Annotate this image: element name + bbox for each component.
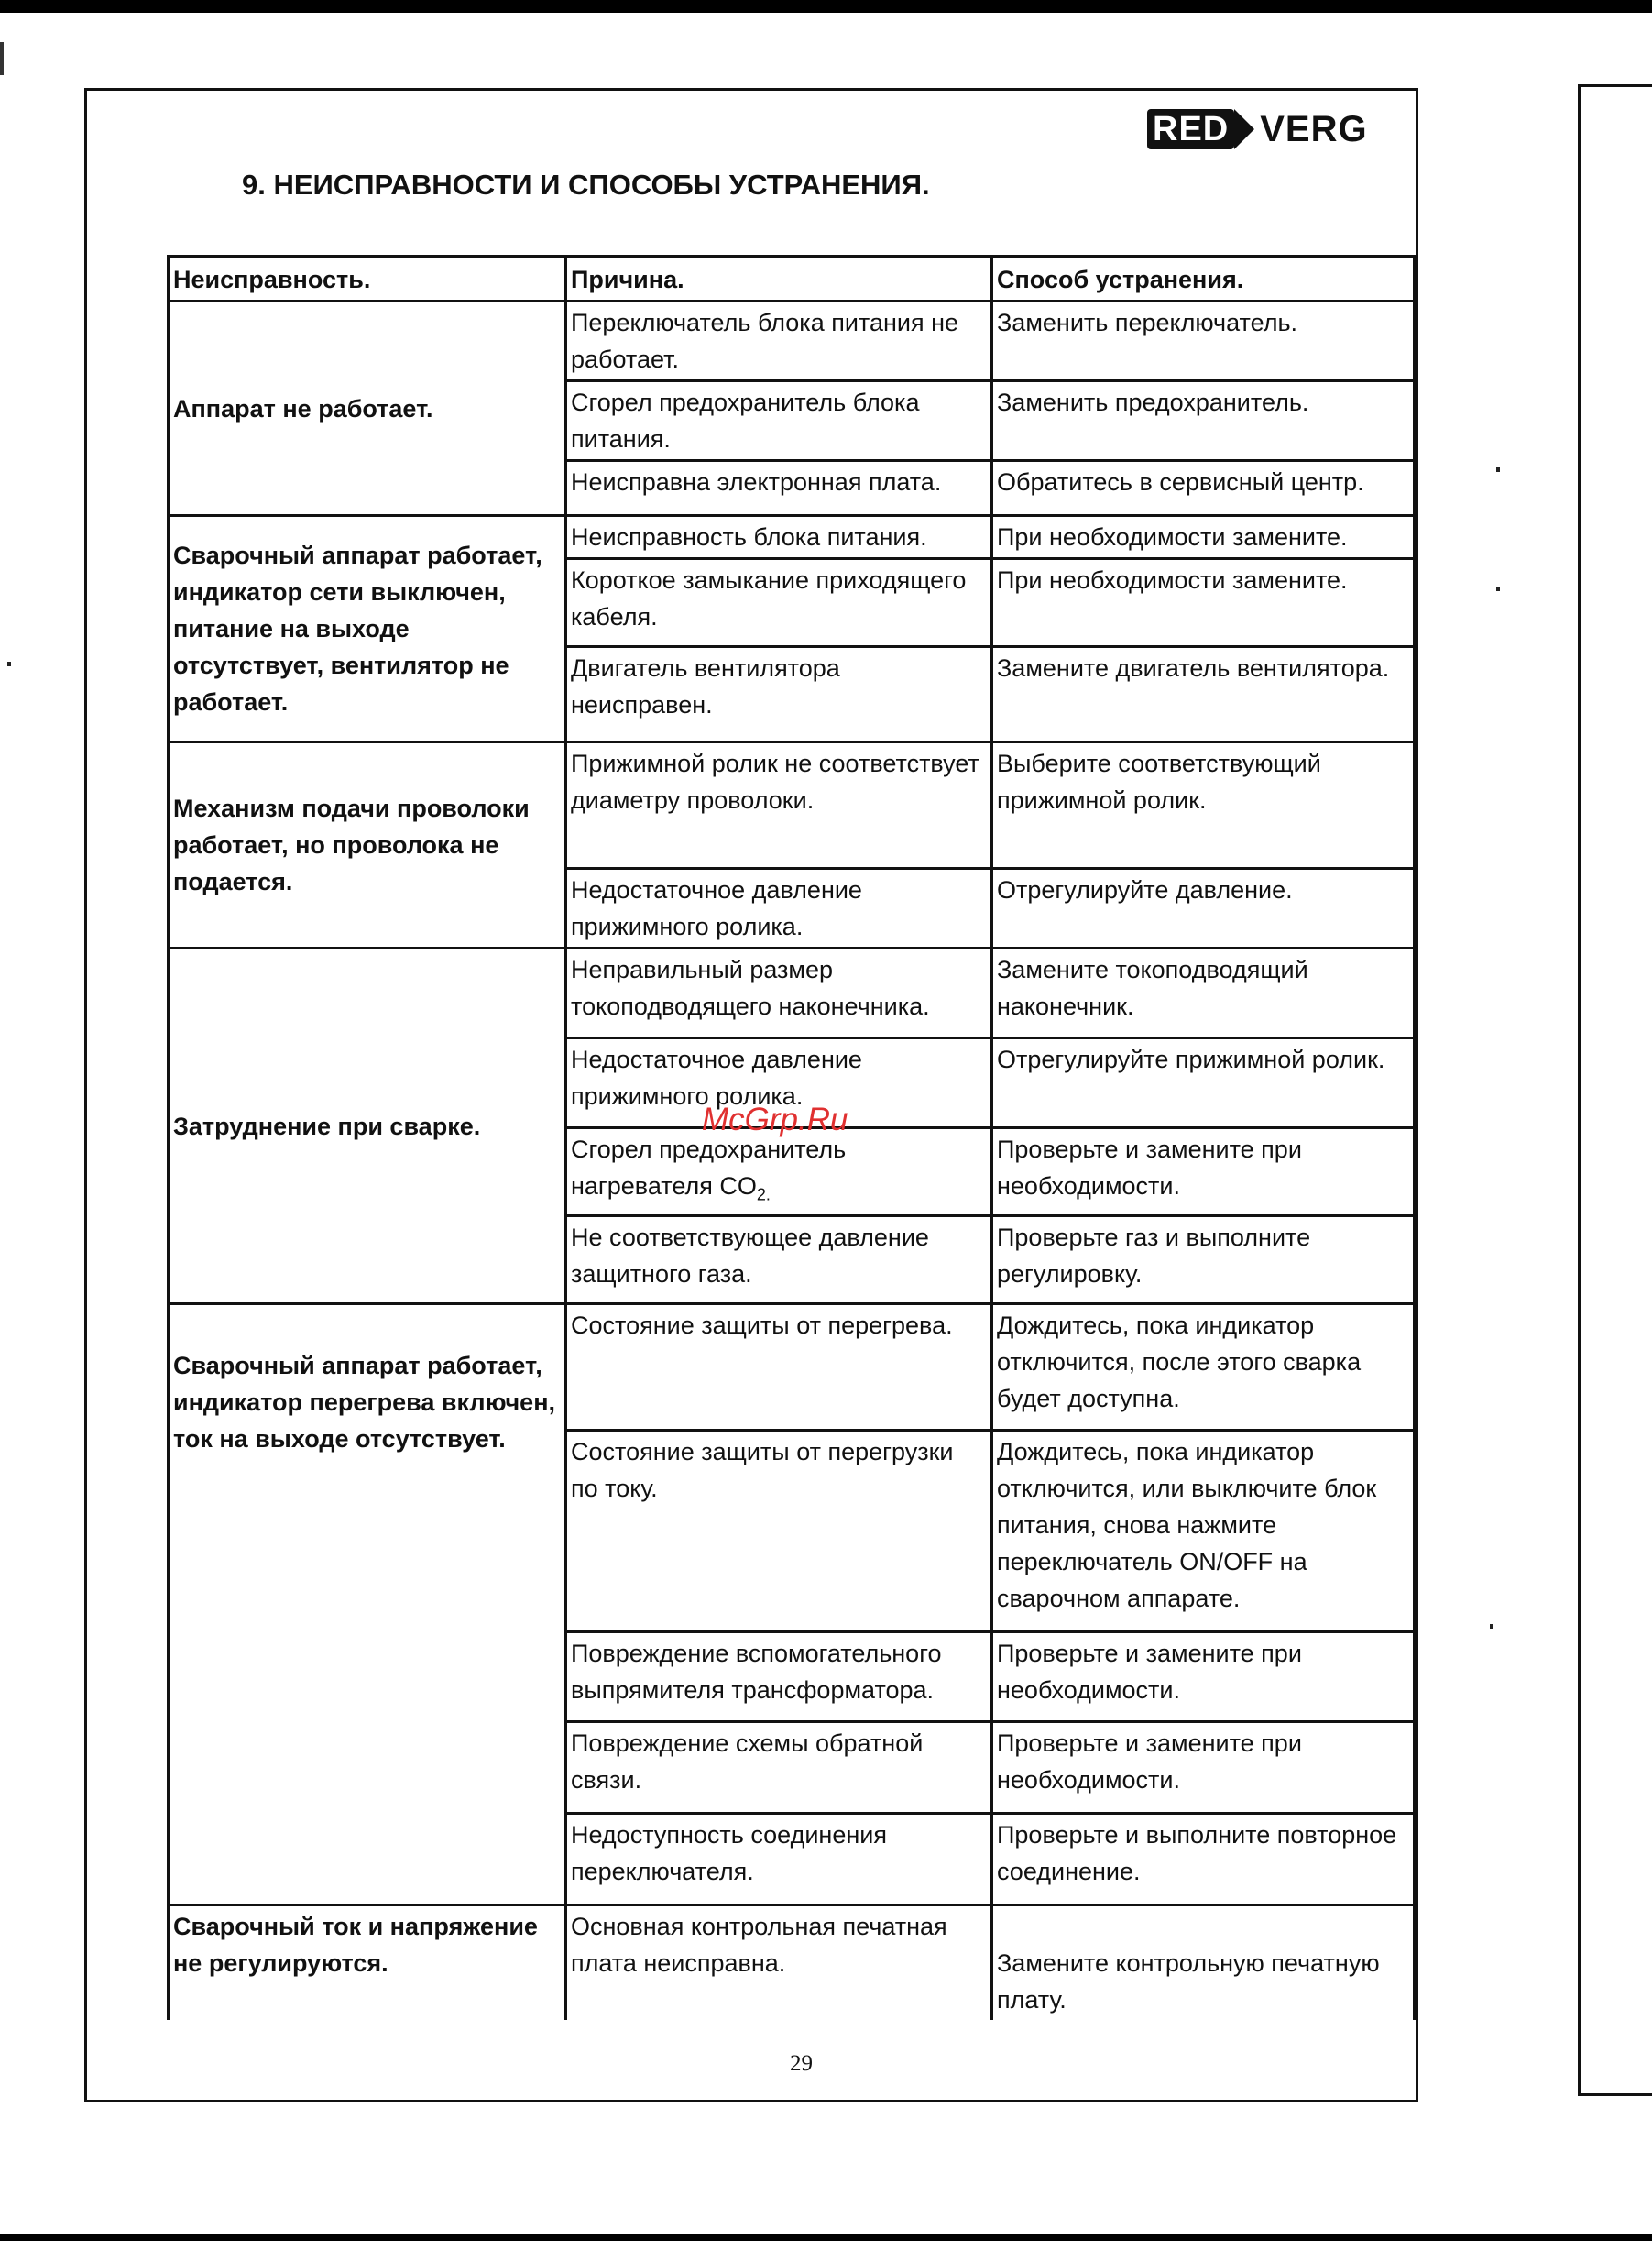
scan-edge-top [0, 0, 1652, 13]
cause-cell: Переключатель блока питания не работает. [566, 302, 992, 381]
fault-cell: Затруднение при сварке. [169, 949, 566, 1304]
remedy-cell: При необходимости замените. [992, 516, 1415, 559]
remedy-cell: Дождитесь, пока индикатор отключится, или выключите блок питания, снова нажмите переключатель ON/OFF на сварочном аппарате. [992, 1431, 1415, 1632]
cause-text: Сгорел предохранитель нагревателя CO [571, 1136, 847, 1200]
remedy-cell: Проверьте и замените при необходимости. [992, 1128, 1415, 1216]
cause-cell [566, 1128, 992, 1216]
cause-cell: Двигатель вентилятора неисправен. [566, 647, 992, 742]
cause-cell: Не соответствующее давление защитного газа. [566, 1216, 992, 1304]
table-row [169, 516, 1415, 559]
fault-cell: Сварочный ток и напряжение не регулируются. [169, 1905, 566, 2021]
table-row [169, 949, 1415, 1038]
remedy-cell: Выберите соответствующий прижимной ролик. [992, 742, 1415, 869]
cause-cell: Повреждение схемы обратной связи. [566, 1722, 992, 1814]
section-heading: 9. НЕИСПРАВНОСТИ И СПОСОБЫ УСТРАНЕНИЯ. [242, 169, 930, 201]
remedy-cell: Обратитесь в сервисный центр. [992, 461, 1415, 516]
remedy-cell: Проверьте и выполните повторное соединение. [992, 1814, 1415, 1905]
remedy-cell: Отрегулируйте прижимной ролик. [992, 1038, 1415, 1128]
remedy-cell: Заменить предохранитель. [992, 381, 1415, 461]
remedy-cell: Дождитесь, пока индикатор отключится, после этого сварка будет доступна. [992, 1304, 1415, 1431]
brand-logo [1147, 108, 1368, 150]
cause-cell: Недоступность соединения переключателя. [566, 1814, 992, 1905]
scan-edge-bottom [0, 2234, 1652, 2241]
scan-speck [1490, 1624, 1493, 1629]
remedy-cell: Проверьте и замените при необходимости. [992, 1722, 1415, 1814]
cause-cell: Неисправность блока питания. [566, 516, 992, 559]
scan-speck [7, 662, 11, 666]
table-row [169, 742, 1415, 869]
fault-cell: Механизм подачи проволоки работает, но проволока не подается. [169, 742, 566, 949]
header-fault: Неисправность. [169, 257, 566, 302]
cause-cell: Недостаточное давление прижимного ролика. [566, 1038, 992, 1128]
cause-cell: Короткое замыкание приходящего кабеля. [566, 559, 992, 647]
table-row [169, 302, 1415, 381]
table-row [169, 1905, 1415, 2021]
brand-logo-red: RED [1147, 109, 1234, 149]
fault-cell: Сварочный аппарат работает, индикатор перегрева включен, ток на выходе отсутствует. [169, 1304, 566, 1905]
cause-cell: Сгорел предохранитель блока питания. [566, 381, 992, 461]
header-remedy: Способ устранения. [992, 257, 1415, 302]
remedy-cell: Проверьте и замените при необходимости. [992, 1632, 1415, 1722]
header-cause: Причина. [566, 257, 992, 302]
watermark: McGrp.Ru [702, 1102, 848, 1137]
remedy-cell: Проверьте газ и выполните регулировку. [992, 1216, 1415, 1304]
scan-mark [0, 42, 4, 75]
cause-cell: Повреждение вспомогательного выпрямителя трансформатора. [566, 1632, 992, 1722]
cause-cell: Состояние защиты от перегрузки по току. [566, 1431, 992, 1632]
fault-cell: Аппарат не работает. [169, 302, 566, 516]
scan-speck [1496, 467, 1500, 472]
cause-cell: Состояние защиты от перегрева. [566, 1304, 992, 1431]
remedy-cell: Заменить переключатель. [992, 302, 1415, 381]
scan-speck [1496, 587, 1500, 591]
cause-cell: Прижимной ролик не соответствует диаметру проволоки. [566, 742, 992, 869]
cause-cell: Неправильный размер токоподводящего наконечника. [566, 949, 992, 1038]
cause-subscript: 2. [756, 1185, 771, 1204]
fault-cell: Сварочный аппарат работает, индикатор сети выключен, питание на выходе отсутствует, вентилятор не работает. [169, 516, 566, 742]
brand-logo-arrow [1234, 109, 1254, 149]
remedy-cell: Замените двигатель вентилятора. [992, 647, 1415, 742]
remedy-cell: Замените токоподводящий наконечник. [992, 949, 1415, 1038]
cause-cell: Недостаточное давление прижимного ролика. [566, 869, 992, 949]
cause-cell: Основная контрольная печатная плата неисправна. [566, 1905, 992, 2021]
remedy-cell: При необходимости замените. [992, 559, 1415, 647]
page-number: 29 [790, 2051, 813, 2076]
remedy-cell: Замените контрольную печатную плату. [992, 1905, 1415, 2021]
table-row [169, 1304, 1415, 1431]
cause-cell: Неисправна электронная плата. [566, 461, 992, 516]
table-header-row [169, 257, 1415, 302]
adjacent-page-edge [1578, 84, 1652, 2096]
brand-logo-verg: VERG [1260, 108, 1368, 149]
remedy-cell: Отрегулируйте давление. [992, 869, 1415, 949]
